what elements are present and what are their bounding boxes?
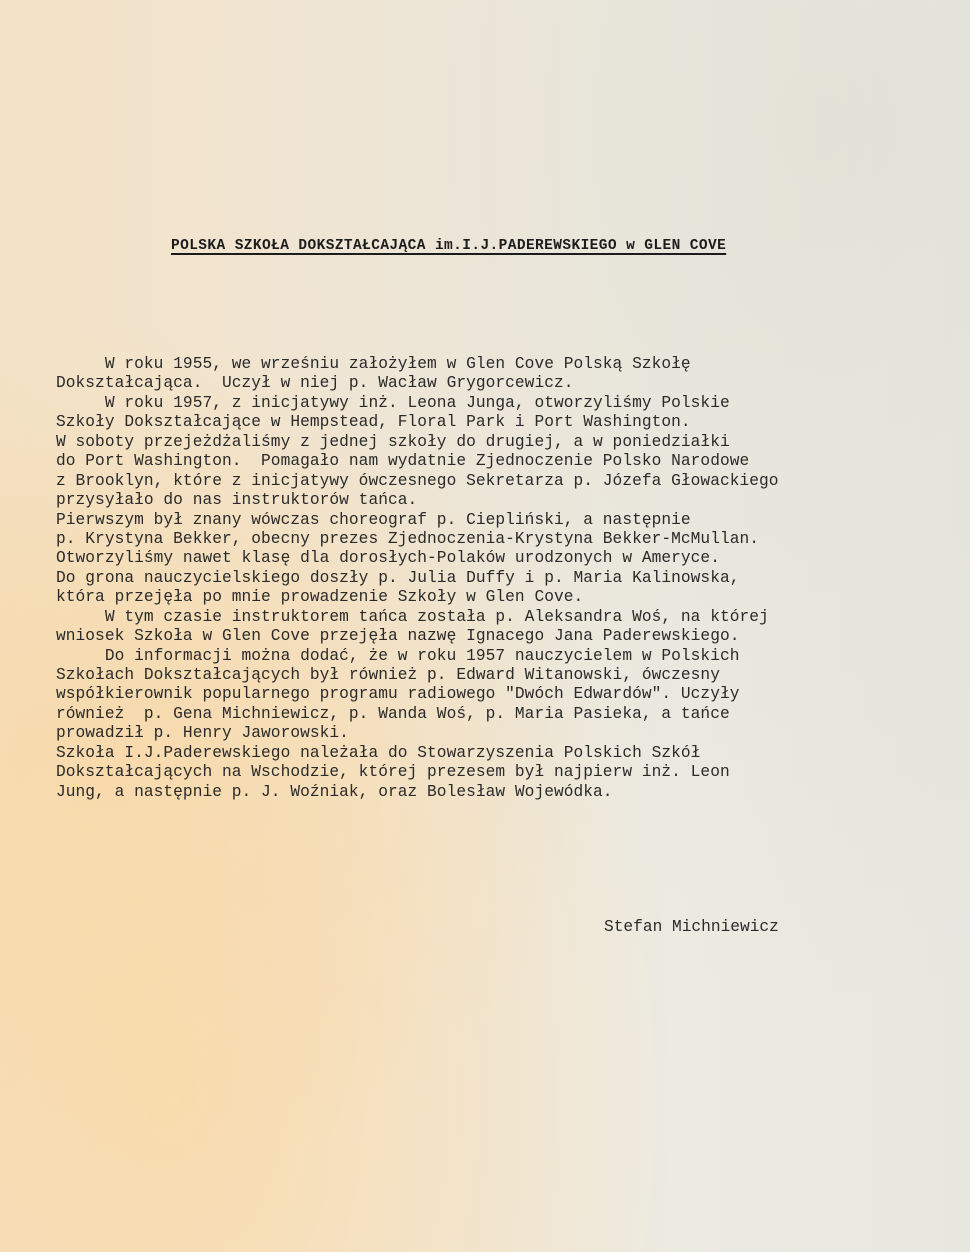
body-line: Szkołach Dokształcających był również p. Edward Witanowski, ówczesny xyxy=(56,666,720,684)
body-line: Do informacji można dodać, że w roku 1957 nauczycielem w Polskich xyxy=(56,646,740,665)
body-line: wniosek Szkoła w Glen Cove przejęła nazwę Ignacego Jana Paderewskiego. xyxy=(56,627,740,646)
body-line: Dokształcających na Wschodzie, której prezesem był najpierw inż. Leon xyxy=(56,763,730,782)
body-line: przysyłało do nas instruktorów tańca. xyxy=(56,491,418,510)
body-line: Pierwszym był znany wówczas choreograf p. Ciepliński, a następnie xyxy=(56,510,691,529)
signature: Stefan Michniewicz xyxy=(604,918,779,936)
body-line: współkierownik popularnego programu radiowego "Dwóch Edwardów". Uczyły xyxy=(56,685,740,704)
body-line: Szkoły Dokształcające w Hempstead, Floral Park i Port Washington. xyxy=(56,413,691,432)
body-line: W roku 1957, z inicjatywy inż. Leona Junga, otworzyliśmy Polskie xyxy=(56,393,730,412)
body-line: do Port Washington. Pomagało nam wydatnie Zjednoczenie Polsko Narodowe xyxy=(56,452,750,471)
body-line: W tym czasie instruktorem tańca została p. Aleksandra Woś, na której xyxy=(56,607,769,626)
body-line: która przejęła po mnie prowadzenie Szkoły w Glen Cove. xyxy=(56,588,584,607)
body-line: Szkoła I.J.Paderewskiego należała do Stowarzyszenia Polskich Szkół xyxy=(56,743,701,762)
body-line: Otworzyliśmy nawet klasę dla dorosłych-Polaków urodzonych w Ameryce. xyxy=(56,549,720,568)
body-line: p. Krystyna Bekker, obecny prezes Zjednoczenia-Krystyna Bekker-McMullan. xyxy=(56,529,760,548)
document-title: POLSKA SZKOŁA DOKSZTAŁCAJĄCA im.I.J.PADEREWSKIEGO w GLEN COVE xyxy=(171,238,727,254)
document-body xyxy=(56,355,936,802)
body-line: prowadził p. Henry Jaworowski. xyxy=(56,724,349,743)
body-line: W roku 1955, we wrześniu założyłem w Glen Cove Polską Szkołę xyxy=(56,355,691,373)
body-line: Dokształcająca. Uczył w niej p. Wacław Grygorcewicz. xyxy=(56,374,574,393)
body-line: Jung, a następnie p. J. Woźniak, oraz Bolesław Wojewódka. xyxy=(56,782,613,801)
body-line: z Brooklyn, które z inicjatywy ówczesnego Sekretarza p. Józefa Głowackiego xyxy=(56,471,779,490)
body-line: również p. Gena Michniewicz, p. Wanda Woś, p. Maria Pasieka, a tańce xyxy=(56,704,730,723)
body-line: W soboty przejeżdżaliśmy z jednej szkoły do drugiej, a w poniedziałki xyxy=(56,432,730,451)
body-line: Do grona nauczycielskiego doszły p. Julia Duffy i p. Maria Kalinowska, xyxy=(56,568,740,587)
